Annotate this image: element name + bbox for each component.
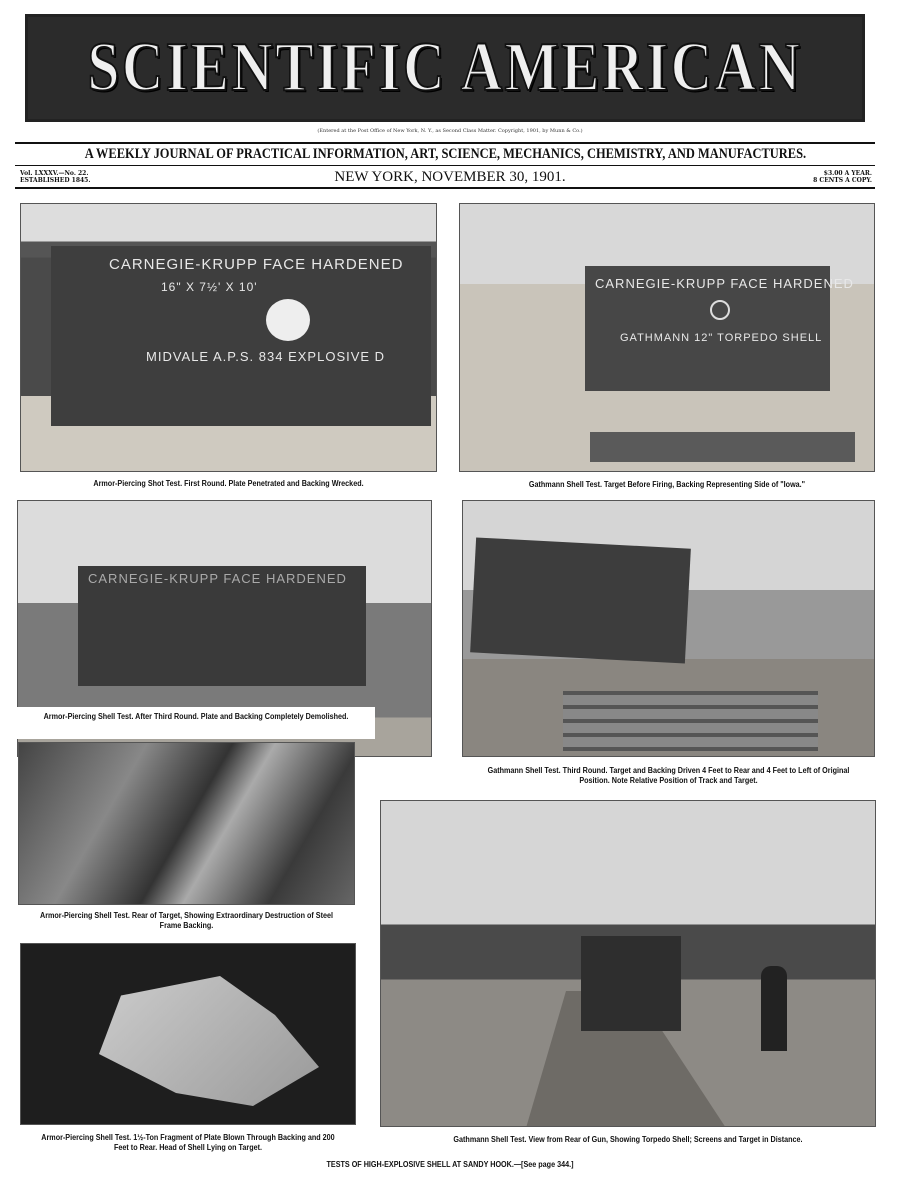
photo-caption: Armor-Piercing Shell Test. 1½-Ton Fragment of Plate Blown Through Backing and 200 Feet to Rear. Head of Shell Lying on Target. (41, 1133, 335, 1152)
photo-armor-piercing-third-round: CARNEGIE-KRUPP FACE HARDENED (17, 500, 432, 757)
photo-caption: Armor-Piercing Shot Test. First Round. Plate Penetrated and Backing Wrecked. (93, 479, 364, 488)
photo-rear-of-target (18, 742, 355, 905)
dateline: NEW YORK, NOVEMBER 30, 1901. (334, 169, 566, 185)
photo-caption: Gathmann Shell Test. Third Round. Target and Backing Driven 4 Feet to Rear and 4 Feet to Left of Original Position. Note Relative Position of Track and Target. (487, 766, 850, 785)
shell-hole (266, 299, 310, 341)
entry-note: (Entered at the Post Office of New York, N. Y., as Second Class Matter. Copyright, 1901, by Munn & Co.) (317, 128, 583, 134)
divider (15, 165, 875, 166)
divider (15, 142, 875, 144)
photo-gun-rear-view (380, 800, 876, 1127)
page-footer-caption: TESTS OF HIGH-EXPLOSIVE SHELL AT SANDY HOOK.—[See page 344.] (326, 1160, 574, 1169)
photo-plate-fragment (20, 943, 356, 1125)
volume-info: Vol. LXXXV.—No. 22. ESTABLISHED 1845. (20, 170, 91, 184)
photo-armor-piercing-first-round: CARNEGIE-KRUPP FACE HARDENED 16" X 7½' X 10' MIDVALE A.P.S. 834 EXPLOSIVE D (20, 203, 437, 472)
photo-gathmann-third-round (462, 500, 875, 757)
photo-gathmann-before-firing: CARNEGIE-KRUPP FACE HARDENED GATHMANN 12" TORPEDO SHELL (459, 203, 875, 472)
price-info: $3.00 A YEAR. 8 CENTS A COPY. (813, 170, 872, 184)
photo-caption: Gathmann Shell Test. Target Before Firing, Backing Representing Side of "Iowa." (528, 480, 806, 489)
photo-caption: Armor-Piercing Shell Test. After Third Round. Plate and Backing Completely Demolished. (43, 712, 349, 721)
photo-caption: Gathmann Shell Test. View from Rear of Gun, Showing Torpedo Shell; Screens and Target in Distance. (453, 1135, 803, 1144)
tagline: A WEEKLY JOURNAL OF PRACTICAL INFORMATION, ART, SCIENCE, MECHANICS, CHEMISTRY, AND MANUFACTURES. (84, 146, 806, 162)
masthead-logo: SCIENTIFIC AMERICAN (25, 14, 865, 122)
photo-caption: Armor-Piercing Shell Test. Rear of Target, Showing Extraordinary Destruction of Steel Frame Backing. (39, 911, 333, 930)
divider (15, 187, 875, 189)
